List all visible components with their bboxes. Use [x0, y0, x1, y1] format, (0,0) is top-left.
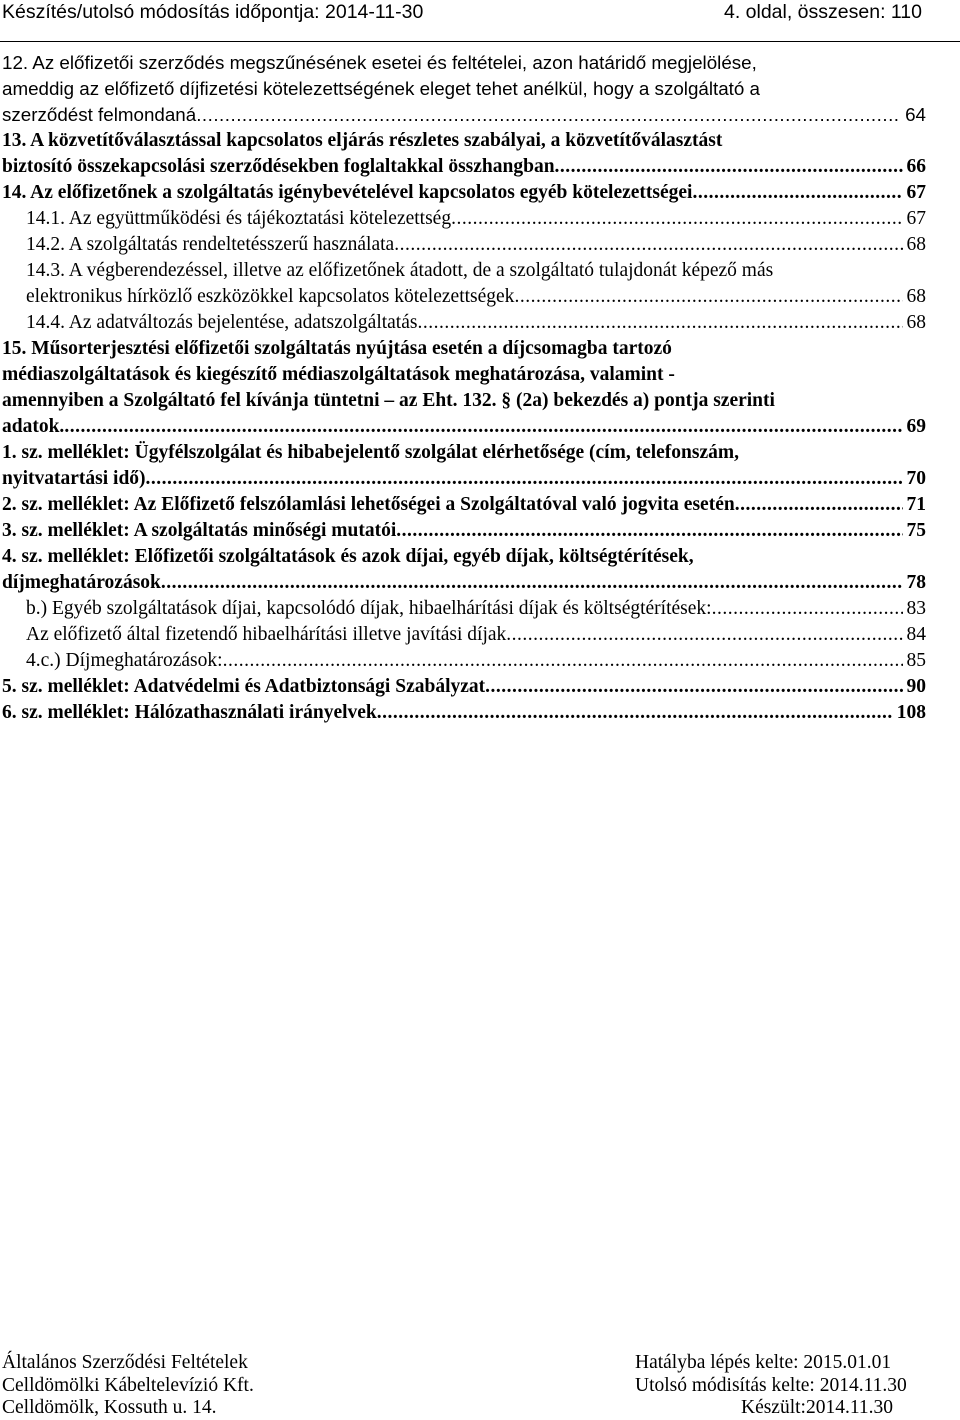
toc-page-number: 83 — [906, 598, 926, 619]
toc-entry-title: Az előfizető által fizetendő hibaelhárítási illetve javítási díjak — [26, 624, 507, 645]
toc-leader-dots — [146, 466, 903, 492]
toc-entry-title: 4.c.) Díjmeghatározások: — [26, 650, 223, 671]
toc-page-number: 70 — [906, 468, 926, 489]
toc-entry-annex-4-b[interactable] — [2, 596, 926, 622]
footer-right — [635, 1352, 907, 1420]
toc-page-number: 75 — [906, 520, 926, 541]
toc-entry-annex-4-c[interactable] — [2, 648, 926, 674]
toc-entry-title: nyitvatartási idő) — [2, 468, 146, 489]
toc-entry-annex-1[interactable] — [2, 440, 926, 492]
toc-entry-line: 13. A közvetítőválasztással kapcsolatos eljárás részletes szabályai, a közvetítőválasztást — [2, 130, 723, 151]
toc-page-number: 64 — [905, 104, 926, 125]
toc-entry-14-3[interactable] — [2, 258, 926, 310]
toc-entry-line: 4. sz. melléklet: Előfizetői szolgáltatások és azok díjai, egyéb díjak, költségtérítések, — [2, 546, 694, 567]
toc-leader-dots — [196, 102, 901, 128]
toc-entry-13[interactable] — [2, 128, 926, 180]
footer-left — [2, 1352, 254, 1420]
toc-entry-title: szerződést felmondaná — [2, 104, 197, 125]
toc-entry-title: 14. Az előfizetőnek a szolgáltatás igénybevételével kapcsolatos egyéb kötelezettségei — [2, 182, 693, 203]
header-page-counter: 4. oldal, összesen: 110 — [723, 1, 922, 23]
footer-created-date: Készült:2014.11.30 — [740, 1397, 893, 1418]
toc-entry-title: 6. sz. melléklet: Hálózathasználati irányelvek — [2, 702, 377, 723]
toc-page-number: 69 — [906, 416, 926, 437]
header-divider — [0, 41, 960, 42]
toc-leader-dots — [161, 570, 903, 596]
toc-entry-title: 14.4. Az adatváltozás bejelentése, adatszolgáltatás — [26, 312, 418, 333]
footer-company-address: Celldömölk, Kossuth u. 14. — [2, 1397, 217, 1418]
toc-entry-line: 15. Műsorterjesztési előfizetői szolgáltatás nyújtása esetén a díjcsomagba tartozó — [2, 338, 672, 359]
toc-entry-15[interactable] — [2, 336, 926, 440]
toc-entry-line: amennyiben a Szolgáltató fel kívánja tüntetni – az Eht. 132. § (2a) bekezdés a) pontja szerinti — [2, 390, 775, 411]
page-header — [0, 0, 960, 25]
toc-entry-line: ameddig az előfizető díjfizetési kötelezettségének eleget tehet anélkül, hogy a szolgáltató a — [2, 78, 760, 99]
toc-leader-dots — [417, 310, 902, 336]
toc-page-number: 68 — [906, 286, 926, 307]
toc-page-number: 84 — [906, 624, 926, 645]
toc-page-number: 78 — [906, 572, 926, 593]
toc-entry-title: 5. sz. melléklet: Adatvédelmi és Adatbiztonsági Szabályzat — [2, 676, 486, 697]
toc-leader-dots — [223, 648, 903, 674]
toc-page-number: 90 — [906, 676, 926, 697]
toc-page-number: 108 — [896, 702, 926, 723]
toc-entry-line: médiaszolgáltatások és kiegészítő médiaszolgáltatások meghatározása, valamint - — [2, 364, 675, 385]
toc-leader-dots — [451, 206, 902, 232]
toc-entry-line: 12. Az előfizetői szerződés megszűnésének esetei és feltételei, azon határidő megjelölése, — [2, 52, 757, 73]
toc-leader-dots — [555, 154, 903, 180]
toc-page-number: 67 — [906, 182, 926, 203]
toc-entry-title: 14.2. A szolgáltatás rendeltetésszerű használata — [26, 234, 395, 255]
toc-leader-dots — [485, 674, 902, 700]
toc-entry-line: 14.3. A végberendezéssel, illetve az előfizetőnek átadott, de a szolgáltató tulajdonát képező más — [26, 260, 774, 281]
toc-entry-annex-4[interactable] — [2, 544, 926, 596]
toc-leader-dots — [377, 700, 893, 726]
toc-entry-title: 14.1. Az együttműködési és tájékoztatási kötelezettség — [26, 208, 452, 229]
toc-entry-annex-5[interactable] — [2, 674, 926, 700]
toc-entry-line: 1. sz. melléklet: Ügyfélszolgálat és hibabejelentő szolgálat elérhetősége (cím, telefonszám, — [2, 442, 740, 463]
toc-entry-14-2[interactable] — [2, 232, 926, 258]
toc-entry-repair-fees[interactable] — [2, 622, 926, 648]
header-modified-date: Készítés/utolsó módosítás időpontja: 2014-11-30 — [2, 1, 424, 23]
toc-page-number: 68 — [906, 234, 926, 255]
toc-entry-title: 3. sz. melléklet: A szolgáltatás minőségi mutatói — [2, 520, 397, 541]
toc-entry-title: biztosító összekapcsolási szerződésekben foglaltakkal összhangban — [2, 156, 555, 177]
table-of-contents — [2, 50, 926, 726]
toc-leader-dots — [506, 622, 902, 648]
toc-entry-title: 2. sz. melléklet: Az Előfizető felszólamlási lehetőségei a Szolgáltatóval való jogvita esetén — [2, 494, 735, 515]
toc-leader-dots — [396, 518, 902, 544]
footer-document-title: Általános Szerződési Feltételek — [2, 1352, 248, 1373]
toc-entry-12[interactable] — [2, 50, 926, 128]
toc-leader-dots — [514, 284, 902, 310]
toc-leader-dots — [735, 492, 903, 518]
toc-page-number: 66 — [906, 156, 926, 177]
toc-page-number: 71 — [906, 494, 926, 515]
toc-entry-title: elektronikus hírközlő eszközökkel kapcsolatos kötelezettségek — [26, 286, 515, 307]
toc-leader-dots — [394, 232, 902, 258]
toc-page-number: 68 — [906, 312, 926, 333]
toc-leader-dots — [64, 414, 902, 440]
footer-last-modified-date: Utolsó módisítás kelte: 2014.11.30 — [635, 1374, 907, 1396]
toc-entry-annex-3[interactable] — [2, 518, 926, 544]
toc-entry-annex-6[interactable] — [2, 700, 926, 726]
toc-entry-title: b.) Egyéb szolgáltatások díjai, kapcsolódó díjak, hibaelhárítási díjak és költségtérítések: — [26, 598, 712, 619]
toc-leader-dots — [692, 180, 902, 206]
footer-effective-date: Hatályba lépés kelte: 2015.01.01 — [635, 1352, 892, 1373]
toc-page-number: 85 — [906, 650, 926, 671]
footer-company-name: Celldömölki Kábeltelevízió Kft. — [2, 1374, 254, 1396]
toc-entry-title: díjmeghatározások — [2, 572, 161, 593]
toc-page-number: 67 — [906, 208, 926, 229]
toc-entry-14-4[interactable] — [2, 310, 926, 336]
toc-entry-annex-2[interactable] — [2, 492, 926, 518]
toc-entry-14[interactable] — [2, 180, 926, 206]
toc-leader-dots — [712, 596, 903, 622]
toc-entry-14-1[interactable] — [2, 206, 926, 232]
toc-entry-title: adatok. — [2, 416, 65, 437]
